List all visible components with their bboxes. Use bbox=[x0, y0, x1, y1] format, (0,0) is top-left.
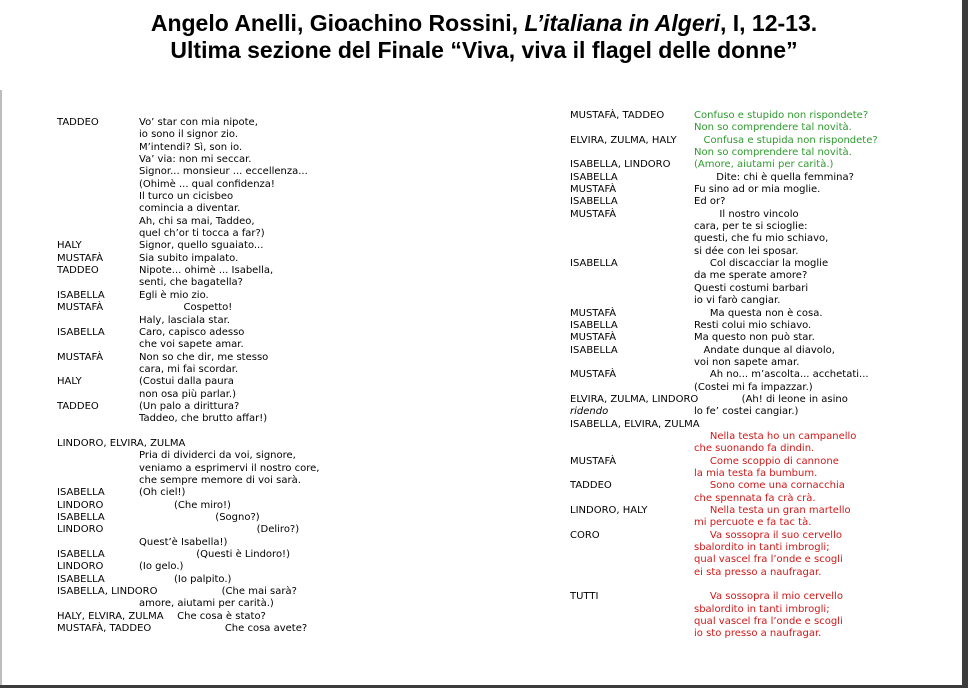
libretto-row bbox=[570, 369, 950, 381]
libretto-row bbox=[57, 290, 387, 302]
libretto-row bbox=[570, 579, 950, 591]
libretto-row bbox=[570, 591, 950, 603]
speaker-name: HALY bbox=[57, 240, 82, 252]
libretto-row bbox=[57, 179, 387, 191]
verse-line: che spennata fa crà crà. bbox=[694, 492, 816, 504]
verse-line: Fu sino ad or mia moglie. bbox=[694, 184, 821, 196]
verse-line: qual vascel fra l’onde e scogli bbox=[694, 616, 843, 628]
verse-line: (Oh ciel!) bbox=[139, 487, 186, 499]
verse-line: Ah no... m’ascolta... acchetati... bbox=[694, 369, 869, 381]
verse-line: io sono il signor zio. bbox=[139, 129, 239, 141]
libretto-row bbox=[57, 450, 387, 462]
verse-line: (Sogno?) bbox=[139, 512, 260, 523]
speaker-name: MUSTAFÀ bbox=[570, 332, 617, 344]
libretto-row bbox=[57, 623, 387, 635]
verse-line: Ed or? bbox=[694, 196, 726, 208]
speaker-name: ISABELLA, ELVIRA, ZULMA bbox=[570, 418, 700, 430]
verse-line: Dite: chi è quella femmina? bbox=[694, 171, 854, 183]
libretto-row bbox=[570, 270, 950, 282]
speaker-name: MUSTAFÀ bbox=[570, 208, 617, 220]
left-frame-edge bbox=[0, 90, 2, 688]
verse-line: si dée con lei sposar. bbox=[694, 245, 799, 257]
verse-line: io vi farò cangiar. bbox=[694, 295, 781, 307]
speaker-name: MUSTAFÀ bbox=[57, 302, 104, 314]
libretto-row bbox=[57, 339, 387, 351]
libretto-row bbox=[57, 500, 387, 512]
libretto-row bbox=[57, 364, 387, 376]
speaker-name: CORO bbox=[570, 529, 600, 541]
title-line-2: Ultima sezione del Finale “Viva, viva il flagel delle donne” bbox=[170, 37, 798, 63]
libretto-row bbox=[57, 611, 387, 623]
libretto-row bbox=[570, 147, 950, 159]
libretto-row bbox=[570, 209, 950, 221]
libretto-row bbox=[57, 475, 387, 487]
libretto-row bbox=[570, 505, 950, 517]
speaker-name: HALY, ELVIRA, ZULMA bbox=[57, 610, 164, 622]
verse-line: sbalordito in tanti imbrogli; bbox=[694, 542, 830, 554]
verse-line: (Ohimè ... qual confidenza! bbox=[139, 178, 275, 190]
right-frame-edge bbox=[962, 0, 968, 688]
libretto-row bbox=[57, 574, 387, 586]
verse-line: Andate dunque al diavolo, bbox=[694, 344, 835, 356]
speaker-name: ISABELLA bbox=[570, 258, 618, 270]
libretto-row bbox=[57, 487, 387, 499]
verse-line: (Un palo a dirittura? bbox=[139, 400, 240, 412]
verse-line: non osa più parlar.) bbox=[139, 388, 237, 400]
verse-line: Signor, quello sguaiato... bbox=[139, 240, 264, 252]
libretto-row bbox=[570, 480, 950, 492]
verse-line: voi non sapete amar. bbox=[694, 356, 800, 368]
libretto-row bbox=[570, 332, 950, 344]
verse-line: lo fe’ costei cangiar.) bbox=[694, 406, 799, 418]
libretto-row bbox=[57, 142, 387, 154]
verse-line: ei sta presso a naufragar. bbox=[694, 566, 822, 578]
verse-line: Non so che dir, me stesso bbox=[139, 351, 269, 363]
libretto-row bbox=[57, 191, 387, 203]
libretto-row bbox=[570, 283, 950, 295]
libretto-row bbox=[570, 295, 950, 307]
speaker-name: ISABELLA bbox=[57, 573, 105, 585]
speaker-name: TADDEO bbox=[57, 400, 99, 412]
libretto-row bbox=[570, 357, 950, 369]
libretto-row bbox=[570, 419, 950, 431]
verse-line: che suonando fa dindin. bbox=[694, 443, 815, 455]
verse-line: (Amore, aiutami per carità.) bbox=[694, 159, 834, 171]
speaker-name: ISABELLA bbox=[57, 289, 105, 301]
speaker-name: ISABELLA bbox=[57, 326, 105, 338]
speaker-name: LINDORO, HALY bbox=[570, 505, 648, 516]
speaker-name: LINDORO bbox=[57, 524, 104, 536]
verse-line: (Che miro!) bbox=[139, 499, 231, 511]
verse-line: comincia a diventar. bbox=[139, 203, 241, 215]
verse-line: Non so comprendere tal novità. bbox=[694, 147, 852, 159]
verse-line: la mia testa fa bumbum. bbox=[694, 467, 818, 479]
verse-line: Col discacciar la moglie bbox=[694, 258, 829, 270]
speaker-name: ISABELLA bbox=[57, 487, 105, 499]
speaker-name: MUSTAFÀ, TADDEO bbox=[570, 110, 665, 121]
libretto-row bbox=[57, 376, 387, 388]
verse-line: (Questi è Lindoro!) bbox=[139, 549, 290, 561]
verse-line: Egli è mio zio. bbox=[139, 289, 209, 301]
verse-line: Sia subito impalato. bbox=[139, 252, 239, 264]
libretto-row bbox=[570, 345, 950, 357]
libretto-row bbox=[57, 129, 387, 141]
verse-line: che voi sapete amar. bbox=[139, 339, 244, 351]
libretto-row bbox=[570, 159, 950, 171]
speaker-name: MUSTAFÀ bbox=[57, 351, 104, 363]
libretto-row bbox=[57, 586, 387, 598]
verse-line: Va’ via: non mi seccar. bbox=[139, 154, 252, 166]
libretto-row bbox=[570, 394, 950, 406]
libretto-left-column bbox=[57, 117, 387, 635]
speaker-name: ELVIRA, ZULMA, LINDORO bbox=[570, 393, 699, 405]
libretto-row bbox=[570, 258, 950, 270]
speaker-name: LINDORO, ELVIRA, ZULMA bbox=[57, 437, 186, 449]
verse-line: Il nostro vincolo bbox=[694, 208, 799, 220]
libretto-row bbox=[570, 196, 950, 208]
libretto-row bbox=[57, 463, 387, 475]
verse-line: (Costei mi fa impazzar.) bbox=[694, 381, 813, 393]
verse-line: Ah, chi sa mai, Taddeo, bbox=[139, 215, 255, 227]
libretto-row bbox=[57, 216, 387, 228]
libretto-row bbox=[570, 184, 950, 196]
verse-line: (Costui dalla paura bbox=[139, 376, 234, 388]
verse-line: senti, che bagatella? bbox=[139, 277, 243, 289]
verse-line: Va sossopra il mio cervello bbox=[694, 591, 843, 603]
libretto-row bbox=[570, 542, 950, 554]
libretto-row bbox=[57, 598, 387, 610]
libretto-row bbox=[57, 352, 387, 364]
libretto-row bbox=[570, 110, 950, 122]
verse-line: Va sossopra il suo cervello bbox=[694, 529, 842, 541]
libretto-row bbox=[570, 221, 950, 233]
verse-line: Che cosa avete? bbox=[139, 623, 308, 635]
libretto-row bbox=[57, 524, 387, 536]
libretto-row bbox=[570, 493, 950, 505]
page-title bbox=[0, 10, 968, 64]
libretto-row bbox=[570, 320, 950, 332]
verse-line: veniamo a esprimervi il nostro core, bbox=[139, 462, 320, 474]
verse-line: Che cosa è stato? bbox=[139, 610, 266, 622]
speaker-name: ELVIRA, ZULMA, HALY bbox=[570, 134, 677, 146]
libretto-row bbox=[570, 443, 950, 455]
verse-line: io sto presso a naufragar. bbox=[694, 628, 822, 640]
title-line-1-suffix: , I, 12-13. bbox=[719, 10, 818, 36]
verse-line: amore, aiutami per carità.) bbox=[139, 598, 274, 610]
verse-line: Caro, capisco adesso bbox=[139, 326, 245, 338]
libretto-row bbox=[57, 203, 387, 215]
speaker-name: ridendo bbox=[570, 406, 609, 418]
title-line-1-prefix: Angelo Anelli, Gioachino Rossini, bbox=[150, 10, 525, 36]
libretto-row bbox=[57, 240, 387, 252]
libretto-row bbox=[570, 604, 950, 616]
libretto-row bbox=[57, 537, 387, 549]
libretto-row bbox=[570, 567, 950, 579]
libretto-row bbox=[570, 456, 950, 468]
speaker-name: ISABELLA bbox=[570, 319, 618, 331]
verse-line: Questi costumi barbari bbox=[694, 282, 809, 294]
speaker-name: ISABELLA, LINDORO bbox=[570, 159, 671, 171]
speaker-name: LINDORO bbox=[57, 561, 104, 573]
verse-line: Nipote... ohimè ... Isabella, bbox=[139, 265, 274, 277]
verse-line: sbalordito in tanti imbrogli; bbox=[694, 603, 830, 615]
verse-line: da me sperate amore? bbox=[694, 270, 808, 282]
libretto-row bbox=[57, 277, 387, 289]
verse-line: Haly, lasciala star. bbox=[139, 314, 230, 326]
libretto-row bbox=[570, 122, 950, 134]
title-line-1 bbox=[0, 10, 968, 37]
speaker-name: MUSTAFÀ bbox=[570, 455, 617, 467]
verse-line: (Io palpito.) bbox=[139, 573, 232, 585]
libretto-row bbox=[57, 401, 387, 413]
speaker-name: ISABELLA bbox=[57, 549, 105, 561]
verse-line: Vo’ star con mia nipote, bbox=[139, 117, 258, 128]
libretto-row bbox=[57, 549, 387, 561]
libretto-row bbox=[570, 308, 950, 320]
speaker-name: MUSTAFÀ bbox=[570, 184, 617, 196]
verse-line: Non so comprendere tal novità. bbox=[694, 122, 852, 134]
libretto-row bbox=[57, 561, 387, 573]
verse-line: (Deliro?) bbox=[139, 524, 300, 536]
speaker-name: MUSTAFÀ bbox=[570, 307, 617, 319]
verse-line: mi percuote e fa tac tà. bbox=[694, 517, 812, 529]
libretto-row bbox=[57, 228, 387, 240]
libretto-row bbox=[57, 253, 387, 265]
speaker-name: MUSTAFÀ bbox=[570, 369, 617, 381]
verse-line: Come scoppio di cannone bbox=[694, 455, 839, 467]
libretto-row bbox=[57, 438, 387, 450]
speaker-name: ISABELLA bbox=[570, 196, 618, 208]
verse-line: Cospetto! bbox=[139, 302, 233, 314]
verse-line: Taddeo, che brutto affar!) bbox=[139, 413, 268, 425]
verse-line: che sempre memore di voi sarà. bbox=[139, 474, 301, 486]
libretto-row bbox=[570, 468, 950, 480]
libretto-row bbox=[57, 315, 387, 327]
libretto-row bbox=[570, 172, 950, 184]
libretto-row bbox=[57, 302, 387, 314]
verse-line: Signor... monsieur ... eccellenza... bbox=[139, 166, 308, 178]
speaker-name: TUTTI bbox=[570, 591, 599, 603]
verse-line: quel ch’or ti tocca a far?) bbox=[139, 228, 265, 240]
libretto-row bbox=[570, 530, 950, 542]
speaker-name: MUSTAFÀ, TADDEO bbox=[57, 623, 152, 635]
libretto-row bbox=[57, 265, 387, 277]
libretto-row bbox=[570, 554, 950, 566]
verse-line: (Che mai sarà? bbox=[139, 586, 297, 598]
speaker-name: TADDEO bbox=[57, 265, 99, 277]
title-opera-name: L’italiana in Algeri bbox=[524, 10, 720, 36]
speaker-name: MUSTAFÀ bbox=[57, 252, 104, 264]
libretto-row bbox=[570, 628, 950, 640]
speaker-name: TADDEO bbox=[57, 117, 99, 128]
speaker-name: HALY bbox=[57, 376, 82, 388]
verse-line: cara, mi fai scordar. bbox=[139, 363, 239, 375]
speaker-name: TADDEO bbox=[570, 480, 612, 492]
speaker-name: ISABELLA bbox=[57, 512, 105, 523]
speaker-name: LINDORO bbox=[57, 499, 104, 511]
verse-line: Il turco un cicisbeo bbox=[139, 191, 234, 203]
libretto-right-column bbox=[570, 110, 950, 641]
speaker-name: ISABELLA bbox=[570, 344, 618, 356]
libretto-row bbox=[57, 166, 387, 178]
verse-line: Nella testa ho un campanello bbox=[694, 430, 857, 442]
libretto-row bbox=[570, 246, 950, 258]
verse-line: Ma questa non è cosa. bbox=[694, 307, 823, 319]
libretto-row bbox=[570, 616, 950, 628]
libretto-row bbox=[570, 517, 950, 529]
verse-line: Sono come una cornacchia bbox=[694, 480, 845, 492]
verse-line: Pria di dividerci da voi, signore, bbox=[139, 450, 296, 462]
libretto-row bbox=[57, 413, 387, 425]
verse-line: M’intendi? Sì, son io. bbox=[139, 141, 243, 153]
libretto-row bbox=[570, 431, 950, 443]
verse-line: Confusa e stupida non rispondete? bbox=[694, 134, 878, 146]
speaker-name: ISABELLA bbox=[570, 171, 618, 183]
verse-line: cara, per te si scioglie: bbox=[694, 221, 808, 233]
libretto-row bbox=[57, 117, 387, 129]
verse-line: qual vascel fra l’onde e scogli bbox=[694, 554, 843, 566]
verse-line: Quest’è Isabella!) bbox=[139, 536, 228, 548]
verse-line: Ma questo non può star. bbox=[694, 332, 815, 344]
verse-line: Confuso e stupido non rispondete? bbox=[694, 110, 869, 121]
libretto-row bbox=[57, 512, 387, 524]
libretto-row bbox=[570, 382, 950, 394]
verse-line: questi, che fu mio schiavo, bbox=[694, 233, 829, 245]
libretto-row bbox=[57, 426, 387, 438]
verse-line: (Ah! di leone in asino bbox=[694, 393, 848, 405]
verse-line: Resti colui mio schiavo. bbox=[694, 319, 812, 331]
speaker-name: ISABELLA, LINDORO bbox=[57, 586, 158, 598]
libretto-row bbox=[57, 389, 387, 401]
libretto-row bbox=[57, 327, 387, 339]
verse-line: (Io gelo.) bbox=[139, 561, 184, 573]
libretto-row bbox=[57, 154, 387, 166]
libretto-row bbox=[570, 135, 950, 147]
libretto-row bbox=[570, 406, 950, 418]
verse-line: Nella testa un gran martello bbox=[694, 505, 851, 516]
libretto-row bbox=[570, 233, 950, 245]
